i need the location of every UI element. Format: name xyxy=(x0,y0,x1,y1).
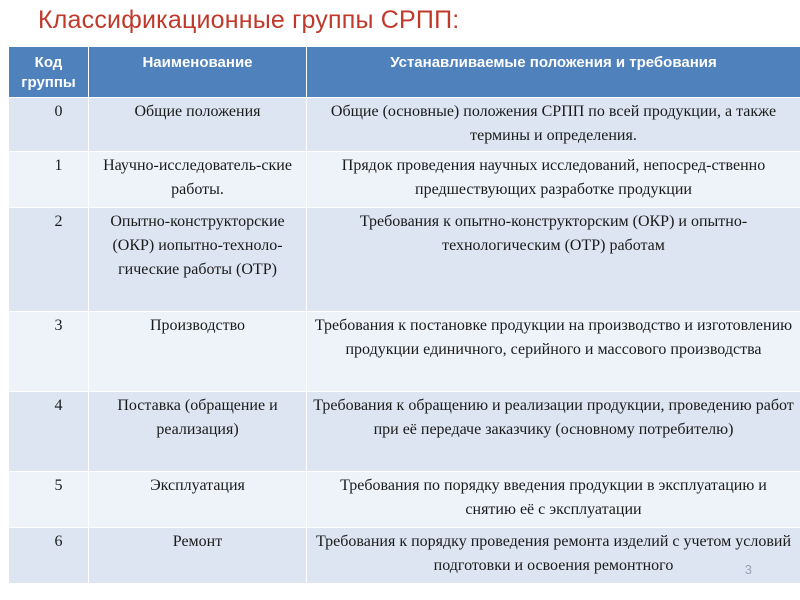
table-row xyxy=(9,528,800,584)
row-requirements: Требования к порядку проведения ремонта изделий с учетом условий подготовки и освоения ремонтного xyxy=(307,528,800,584)
row-requirements: Прядок проведения научных исследований, непосред-ственно предшествующих разработке продукции xyxy=(307,152,800,208)
row-requirements: Общие (основные) положения СРПП по всей продукции, а также термины и определения. xyxy=(307,98,800,152)
table-row xyxy=(9,392,800,472)
row-requirements: Требования к опытно-конструкторским (ОКР) и опытно-технологическим (ОТР) работам xyxy=(307,208,800,312)
row-name: Опытно-конструкторские (ОКР) иопытно-техноло-гические работы (ОТР) xyxy=(89,208,307,312)
row-name: Научно-исследователь-ские работы. xyxy=(89,152,307,208)
row-requirements: Требования к обращению и реализации продукции, проведению работ при её передаче заказчику (основному потребителю) xyxy=(307,392,800,472)
table-header-row xyxy=(9,47,800,98)
table-row xyxy=(9,208,800,312)
header-code: Код группы xyxy=(9,47,89,98)
row-code: 5 xyxy=(9,472,89,528)
page-number: 3 xyxy=(744,562,752,577)
header-name: Наименование xyxy=(89,47,307,98)
row-code: 1 xyxy=(9,152,89,208)
row-requirements: Требования по порядку введения продукции в эксплуатацию и снятию её с эксплуатации xyxy=(307,472,800,528)
slide-title: Классификационные группы СРПП: xyxy=(38,6,460,34)
table-row xyxy=(9,472,800,528)
classification-table xyxy=(8,46,800,584)
row-name: Поставка (обращение и реализация) xyxy=(89,392,307,472)
header-requirements: Устанавливаемые положения и требования xyxy=(307,47,800,98)
table-row xyxy=(9,152,800,208)
row-code: 4 xyxy=(9,392,89,472)
row-name: Эксплуатация xyxy=(89,472,307,528)
row-name: Ремонт xyxy=(89,528,307,584)
row-code: 3 xyxy=(9,312,89,392)
table-row xyxy=(9,98,800,152)
row-name: Общие положения xyxy=(89,98,307,152)
row-code: 6 xyxy=(9,528,89,584)
row-requirements: Требования к постановке продукции на производство и изготовлению продукции единичного, серийного и массового производства xyxy=(307,312,800,392)
row-code: 0 xyxy=(9,98,89,152)
table-row xyxy=(9,312,800,392)
row-code: 2 xyxy=(9,208,89,312)
row-name: Производство xyxy=(89,312,307,392)
